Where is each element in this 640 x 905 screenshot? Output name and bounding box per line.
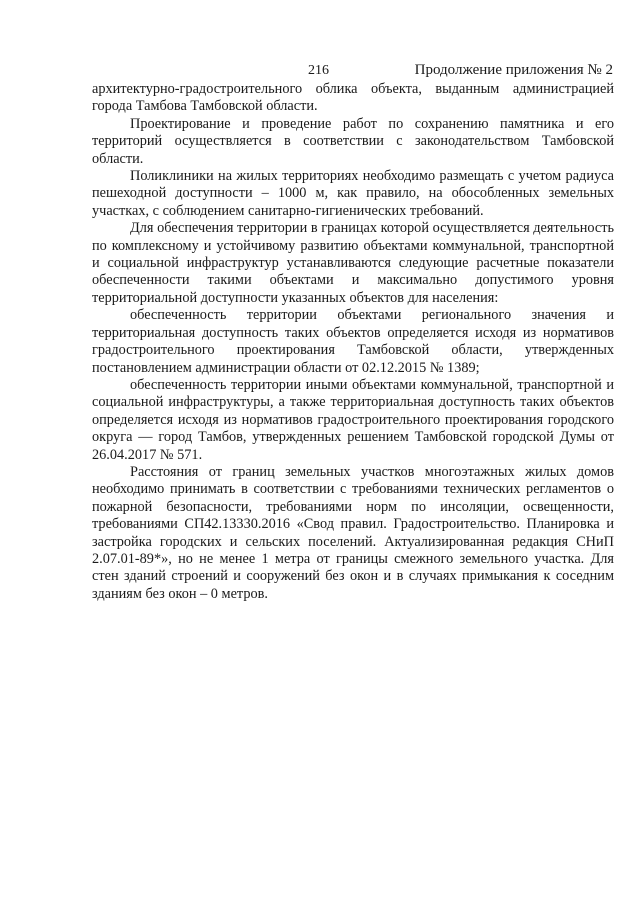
paragraph-continuation: архитектурно-градостроительного облика объекта, выданным администрацией города Тамбова Тамбовской области. — [92, 81, 614, 115]
paragraph-monument-protection: Проектирование и проведение работ по сохранению памятника и его территорий осуществляется в соответствии с законодательством Тамбовской области. — [92, 115, 614, 167]
paragraph-other-objects: обеспеченность территории иными объектами коммунальной, транспортной и социальной инфраструктуры, а также территориальная доступность таких объектов определяется исходя из нормативов градостроительного проектирования городского округа — город Тамбов, утвержденных решением Тамбовской городской Думы от 26.04.2017 № 571. — [92, 376, 614, 463]
paragraph-distances: Расстояния от границ земельных участков многоэтажных жилых домов необходимо принимать в соответствии с требованиями технических регламентов о пожарной безопасности, требованиями норм по инсоляции, освещенности, требованиями СП42.13330.2016 «Свод правил. Градостроительство. Планировка и застройка городских и сельских поселений. Актуализированная редакция СНиП 2.07.01-89*», но не менее 1 метра от границы смежного земельного участка. Для стен зданий строений и сооружений без окон и в случаях примыкания к соседним зданиям без окон – 0 метров. — [92, 463, 614, 602]
appendix-continuation-header: Продолжение приложения № 2 — [414, 62, 613, 78]
paragraph-infrastructure-provision: Для обеспечения территории в границах которой осуществляется деятельность по комплексному и устойчивому развитию объектами коммунальной, транспортной и социальной инфраструктур устанавливаются следующие расчетные показатели обеспеченности такими объектами и максимально допустимого уровня территориальной доступности указанных объектов для населения: — [92, 220, 614, 306]
paragraph-polyclinics: Поликлиники на жилых территориях необходимо размещать с учетом радиуса пешеходной доступности – 1000 м, как правило, на обособленных земельных участках, с соблюдением санитарно-гигиенических требований. — [92, 168, 614, 219]
paragraph-regional-objects: обеспеченность территории объектами регионального значения и территориальная доступность таких объектов определяется исходя из нормативов градостроительного проектирования Тамбовской области, утвержденных постановлением администрации области от 02.12.2015 № 1389; — [92, 307, 614, 376]
page-number: 216 — [308, 63, 329, 78]
document-body — [92, 81, 614, 603]
